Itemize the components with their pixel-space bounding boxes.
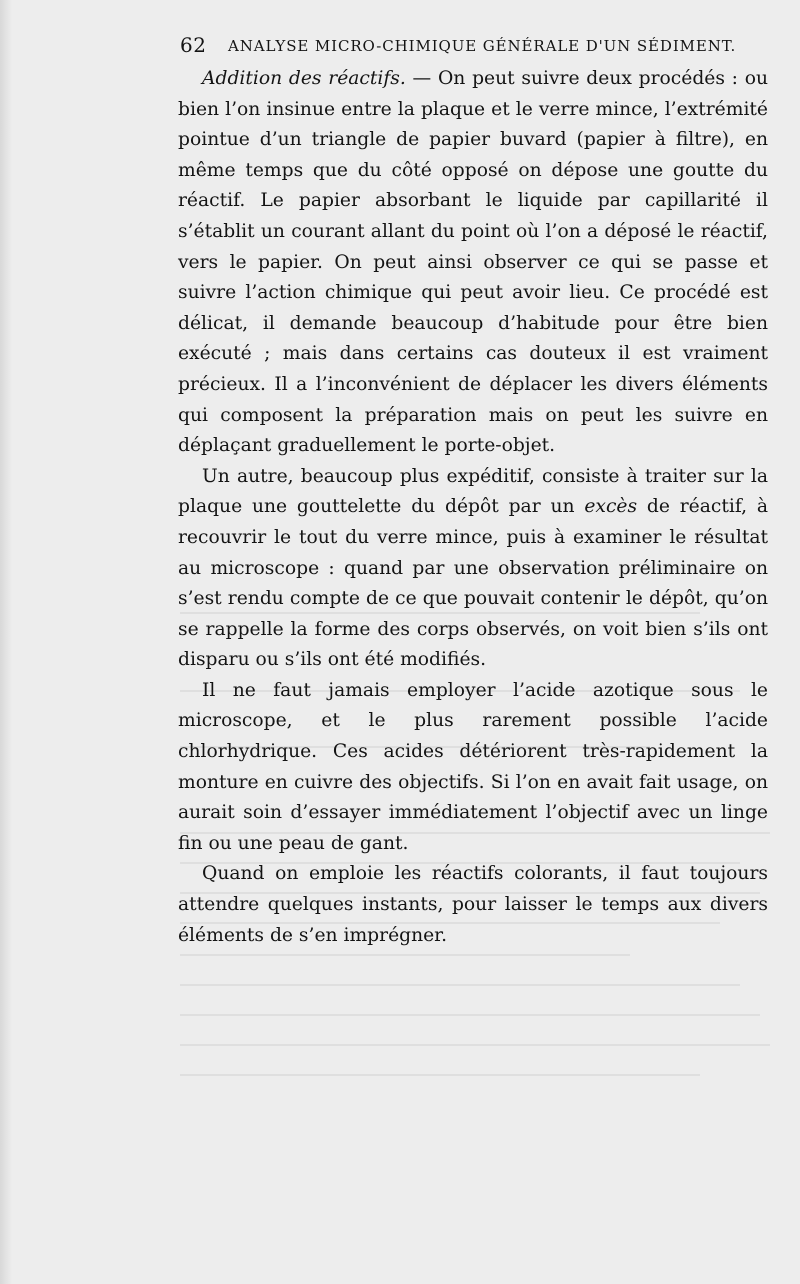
- page-number: 62: [180, 33, 207, 57]
- paragraph-text-before: Un autre, beaucoup plus expéditif, consiste à traiter sur la plaque une gouttelette du dépôt par un: [178, 465, 768, 518]
- running-head-title: ANALYSE MICRO-CHIMIQUE GÉNÉRALE D'UN SÉDIMENT.: [228, 37, 737, 55]
- page-body: [178, 64, 768, 951]
- running-header: [180, 30, 770, 62]
- paragraph-text: — On peut suivre deux procédés : ou bien l’on insinue entre la plaque et le verre mince, l’extrémité pointue d’un triangle de papier buvard (papier à filtre), en même temps que du côté opposé on dépose une goutte du réactif. Le papier absorbant le liquide par capillarité il s’établit un courant allant du point où l’on a déposé le réactif, vers le papier. On peut ainsi observer ce qui se passe et suivre l’action chimique qui peut avoir lieu. Ce procédé est délicat, il demande beaucoup d’habitude pour être bien exécuté ; mais dans certains cas douteux il est vraiment précieux. Il a l’inconvénient de déplacer les divers éléments qui composent la préparation mais on peut les suivre en déplaçant graduellement le porte-objet.: [178, 68, 768, 457]
- paragraph-coloring-reagents: Quand on emploie les réactifs colorants, il faut toujours attendre quelques instants, pour laisser le temps aux divers éléments de s’en imprégner.: [178, 863, 768, 946]
- emphasized-word: excès: [584, 496, 638, 518]
- paragraph-text-after: de réactif, à recouvrir le tout du verre mince, puis à examiner le résultat au microscope : quand par une observation préliminaire on s’est rendu compte de ce que pouvait contenir le dépôt, qu’on se rappelle la forme des corps observés, on voit bien s’ils ont disparu ou s’ils ont été modifiés.: [178, 496, 768, 671]
- paragraph-addition-reactifs: [178, 64, 768, 462]
- page-edge-shadow: [0, 0, 12, 1284]
- paragraph-second-method: [178, 462, 768, 676]
- paragraph-lead-title: Addition des réactifs.: [202, 68, 406, 89]
- paragraph-acid-warning: Il ne faut jamais employer l’acide azotique sous le microscope, et le plus rarement possible l’acide chlorhydrique. Ces acides détériorent très-rapidement la monture en cuivre des objectifs. Si l’on en avait fait usage, on aurait soin d’essayer immédiatement l’objectif avec un linge fin ou une peau de gant.: [178, 679, 768, 854]
